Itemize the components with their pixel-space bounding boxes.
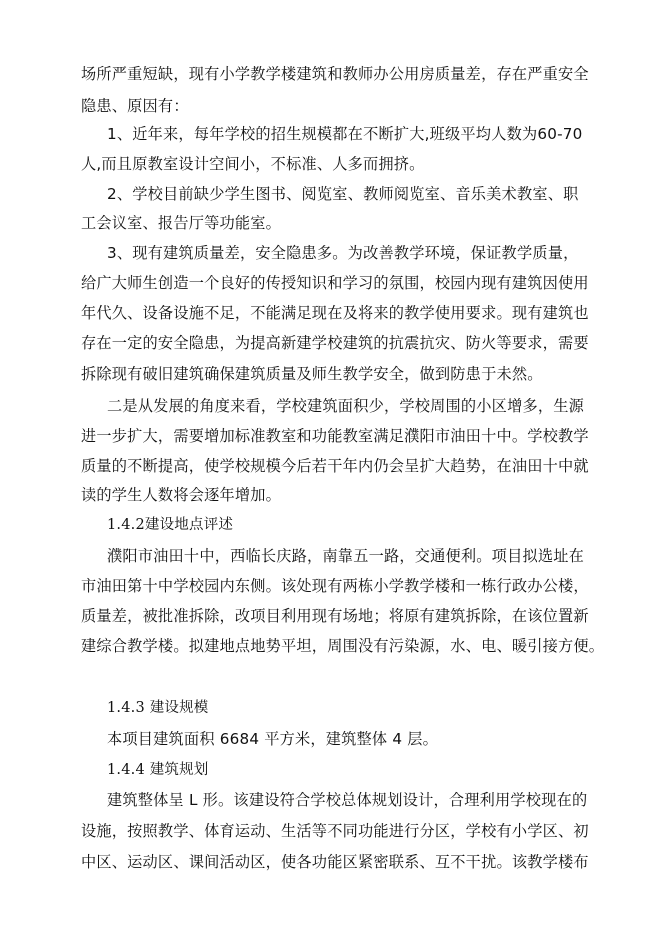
list-item-2-line: 2、学校目前缺少学生图书、阅览室、教师阅览室、音乐美术教室、职 — [107, 185, 579, 203]
list-item-1-line: 1、近年来，每年学校的招生规模都在不断扩大,班级平均人数为60-70 — [107, 125, 583, 143]
paragraph-line: 设施，按照教学、体育运动、生活等不同功能进行分区，学校有小学区、初 — [81, 822, 589, 840]
section-heading-1-4-2: 1.4.2建设地点评述 — [107, 517, 234, 533]
paragraph-line: 中区、运动区、课间活动区，使各功能区紧密联系、互不干扰。该教学楼布 — [81, 853, 589, 871]
paragraph-line: 质量差，被批准拆除，改项目利用现有场地；将原有建筑拆除，在该位置新 — [81, 607, 589, 625]
list-item-2-line: 工会议室、报告厅等功能室。 — [81, 214, 282, 232]
paragraph-line: 读的学生人数将会逐年增加。 — [81, 486, 282, 504]
paragraph-line: 建综合教学楼。拟建地点地势平坦，周围没有污染源，水、电、暖引接方便。 — [81, 637, 605, 655]
paragraph-line: 市油田第十中学校园内东侧。该处现有两栋小学教学楼和一栋行政办公楼， — [81, 577, 589, 595]
paragraph-line: 濮阳市油田十中，西临长庆路，南靠五一路，交通便利。项目拟选址在 — [107, 547, 585, 565]
paragraph-line: 本项目建筑面积 6684 平方米，建筑整体 4 层。 — [107, 730, 439, 748]
section-heading-1-4-4: 1.4.4 建筑规划 — [107, 762, 209, 778]
paragraph-line: 进一步扩大，需要增加标准教室和功能教室满足濮阳市油田十中。学校教学 — [81, 427, 589, 445]
list-item-3-line: 存在一定的安全隐患，为提高新建学校建筑的抗震抗灾、防火等要求，需要 — [81, 334, 589, 352]
paragraph-line: 场所严重短缺，现有小学教学楼建筑和教师办公用房质量差，存在严重安全 — [81, 65, 589, 83]
list-item-1-line: 人,而且原教室设计空间小，不标准、人多而拥挤。 — [81, 155, 425, 173]
section-heading-1-4-3: 1.4.3 建设规模 — [107, 700, 209, 716]
list-item-3-line: 年代久、设备设施不足，不能满足现在及将来的教学使用要求。现有建筑也 — [81, 304, 589, 322]
paragraph-line: 隐患、原因有： — [81, 97, 189, 115]
paragraph-line: 建筑整体呈 L 形。该建设符合学校总体规划设计，合理利用学校现在的 — [107, 791, 588, 809]
list-item-3-line: 给广大师生创造一个良好的传授知识和学习的氛围，校园内现有建筑因使用 — [81, 274, 589, 292]
paragraph-line: 二是从发展的角度来看，学校建筑面积少，学校周围的小区增多，生源 — [107, 397, 585, 415]
list-item-3-line: 拆除现有破旧建筑确保建筑质量及师生教学安全，做到防患于未然。 — [81, 365, 543, 383]
list-item-3-line: 3、现有建筑质量差，安全隐患多。为改善教学环境，保证教学质量， — [107, 244, 579, 262]
paragraph-line: 质量的不断提高，使学校规模今后若干年内仍会呈扩大趋势，在油田十中就 — [81, 457, 589, 475]
